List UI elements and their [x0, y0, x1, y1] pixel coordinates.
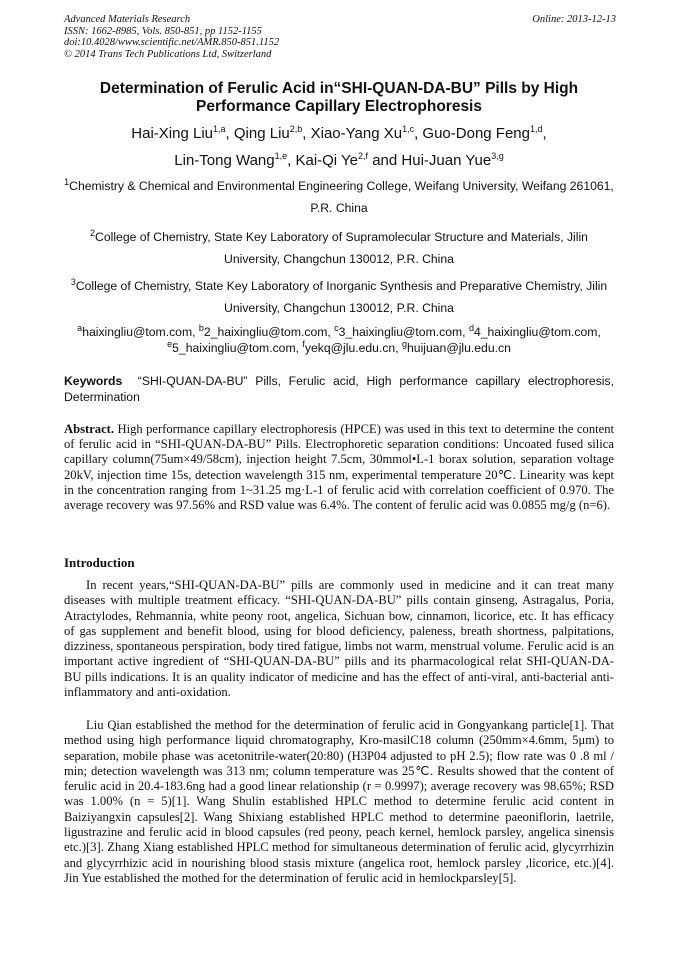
affiliation-2: $^2$College of Chemistry, State Key Laboratory of Supramolecular Structure and Materials, Jilin University, Changchun 130012, P.R. China — [90, 227, 588, 266]
journal-name: Advanced Materials Research — [64, 14, 191, 25]
email[interactable]: $^g$huijuan@jlu.edu.cn — [402, 338, 511, 355]
paper-title: Determination of Ferulic Acid in“SHI-QUAN-DA-BU” Pills by High Performance Capillary Electrophoresis — [99, 80, 579, 115]
email-list: $^a$haixingliu@tom.com, $^b$2_haixingliu@tom.com, $^c$3_haixingliu@tom.com, $^d$4_haixingliu@tom.com, $^e$5_haixingliu@tom.com, $^f$yekq@jlu.edu.cn, $^g$huijuan@jlu.edu.cn — [77, 322, 601, 355]
author: Kai-Qi Ye$^{2,f}$ — [295, 151, 369, 169]
copyright-line: © 2014 Trans Tech Publications Ltd, Switzerland — [64, 48, 272, 60]
email[interactable]: $^e$5_haixingliu@tom.com — [167, 338, 296, 355]
keywords-text: “SHI-QUAN-DA-BU” Pills, Ferulic acid, High performance capillary electrophoresis, Determination — [64, 374, 614, 404]
introduction-heading: Introduction — [64, 555, 135, 570]
author: Xiao-Yang Xu$^{1,c}$ — [310, 124, 415, 142]
keywords — [64, 373, 614, 405]
affiliation-1: $^1$Chemistry & Chemical and Environmental Engineering College, Weifang University, Weifang 261061, P.R. China — [64, 176, 614, 215]
author: Hai-Xing Liu$^{1,a}$ — [131, 124, 226, 142]
author: Qing Liu$^{2,b}$ — [233, 124, 303, 142]
intro-paragraph-2: Liu Qian established the method for the determination of ferulic acid in Gongyankang particle[1]. That method using high performance liquid chromatography, Kro-masilC18 column (250mm×4.6mm, 5μm) to separation, mobile phase was acetonitrile-water(20:80) (H3P04 adjusted to pH 2.5); flow rate was 0 .8 ml / min; detection wavelength was 313 nm; column temperature was 25℃. Results showed that the content of ferulic acid in 20.4-183.6ng had a good linear relationship (r = 0.9997); average recovery was 98.65%; RSD was 1.00% (n = 5)[1]. Wang Shulin established HPLC method to determine ferulic acid content in Baiziyangxin capsules[2]. Wang Shixiang established HPLC method to determine paeoniflorin, laetrile, ligustrazine and ferulic acid in blood capsules (red peony, peach kernel, hemlock parsley, angelica sinensis etc.)[3]. Zhang Xiang established HPLC method for simultaneous determination of ferulic acid, glycyrrhizin and glycyrrhizic acid in nourishing blood stasis mixture (angelica root, hemlock parsley ,licorice, etc.)[4]. Jin Yue established the mothed for the determination of ferulic acid in hemlockparsley[5]. — [64, 718, 614, 885]
online-date: Online: 2013-12-13 — [532, 14, 616, 25]
intro-paragraph-1: In recent years,“SHI-QUAN-DA-BU” pills are commonly used in medicine and it can treat many diseases with multiple treatment efficacy. “SHI-QUAN-DA-BU” pills contain ginseng, Astragalus, Poria, Atractylodes, Rehmannia, white peony root, angelica, Sichuan bow, cinnamon, licorice, etc. It has efficacy of gas supplement and benefit blood, using for blood deficiency, paleness, breath shortness, palpitations, dizziness, spontaneous perspiration, body tired fatigue, limbs not warm, menstrual volume. Ferulic acid is an important active ingredient of “SHI-QUAN-DA-BU” pills and its pharmacological relat SHI-QUAN-DA-BU pills indications. It is an quality indicator of medicine and has the effect of anti-viral, anti-bacterial anti-inflammatory and anti-oxidation. — [64, 578, 614, 700]
email[interactable]: $^a$haixingliu@tom.com — [77, 322, 193, 339]
keywords-label: Keywords — [64, 374, 123, 388]
issn-line: ISSN: 1662-8985, Vols. 850-851, pp 1152-1155 — [64, 25, 262, 37]
author-list: Hai-Xing Liu$^{1,a}$, Qing Liu$^{2,b}$, Xiao-Yang Xu$^{1,c}$, Guo-Dong Feng$^{1,d}$, Lin-Tong Wang$^{1,e}$, Kai-Qi Ye$^{2,f}$ and Hui-Juan Yue$^{3,g}$ — [131, 124, 547, 169]
abstract-text: High performance capillary electrophoresis (HPCE) was used in this text to determine the content of ferulic acid in “SHI-QUAN-DA-BU” Pills. Electrophoretic separation conditions: Uncoated fused silica capillary column(75um×49/58cm), injection height 7.5cm, 30mmol•L-1 borax solution, separation voltage 20kV, injection time 15s, detection wavelength 315 nm, experimental temperature 20℃. Linearity was kept in the concentration ranging from 1~31.25 mg·L-1 of ferulic acid with correlation coefficient of 0.970. The average recovery was 97.56% and RSD value was 6.4%. The content of ferulic acid was 0.0855 mg/g (n=6). — [64, 422, 614, 513]
email[interactable]: $^c$3_haixingliu@tom.com — [334, 322, 463, 339]
abstract-label: Abstract. — [64, 422, 115, 436]
author: Lin-Tong Wang$^{1,e}$ — [174, 151, 288, 169]
email[interactable]: $^b$2_haixingliu@tom.com — [198, 322, 328, 339]
email[interactable]: $^d$4_haixingliu@tom.com — [468, 322, 598, 339]
author: Guo-Dong Feng$^{1,d}$ — [422, 124, 543, 142]
abstract — [64, 422, 614, 513]
affiliation-3: $^3$College of Chemistry, State Key Laboratory of Inorganic Synthesis and Preparative Chemistry, Jilin University, Changchun 130012, P.R. China — [70, 276, 608, 315]
author: Hui-Juan Yue$^{3,g}$ — [401, 151, 504, 169]
email[interactable]: $^f$yekq@jlu.edu.cn — [302, 338, 396, 355]
doi-line: doi:10.4028/www.scientific.net/AMR.850-851.1152 — [64, 37, 280, 48]
journal-header — [64, 14, 616, 60]
